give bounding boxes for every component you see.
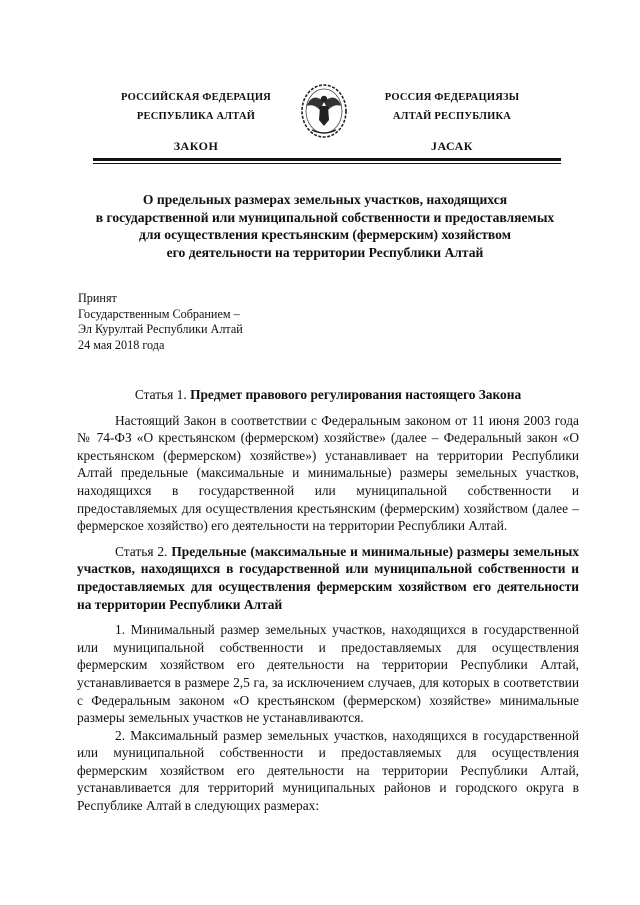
header-country-alt: РОССИЯ ФЕДЕРАЦИЯЗЫ bbox=[384, 92, 520, 103]
article-1-title: Предмет правового регулирования настоящего Закона bbox=[190, 387, 522, 402]
article-1-label: Статья 1. bbox=[134, 387, 191, 402]
article-2-item-1: 1. Минимальный размер земельных участков, находящихся в государственной или муниципальной собственности и предоставляемых для осуществления фермерским хозяйством его деятельности на территории Республики Алтай, устанавливается в размере 2,5 га, за исключением случаев, для которых в соответствии с Федеральным законом «О крестьянском (фермерском) хозяйстве» минимальные размеры земельных участков не устанавливаются. bbox=[77, 622, 579, 726]
adoption-line: Принят bbox=[78, 291, 117, 305]
article-1-heading bbox=[77, 386, 579, 404]
title-line: для осуществления крестьянским (фермерским) хозяйством bbox=[139, 227, 511, 242]
header-law-alt: JАСАК bbox=[430, 139, 473, 153]
adoption-line: Эл Курултай Республики Алтай bbox=[78, 322, 243, 337]
header-divider-thick bbox=[93, 158, 561, 161]
header-republic-alt: АЛТАЙ РЕСПУБЛИКА bbox=[392, 111, 512, 122]
article-2-item-2: 2. Максимальный размер земельных участков, находящихся в государственной или муниципальной собственности и предоставляемых для осуществления фермерским хозяйством его деятельности на территории Республики Алтай, устанавливается для территорий муниципальных районов и городского округа в Республике Алтай в следующих размерах: bbox=[77, 727, 579, 814]
title-line: его деятельности на территории Республики Алтай bbox=[166, 244, 484, 260]
adoption-line: Государственным Собранием – bbox=[78, 306, 240, 321]
coat-of-arms-icon bbox=[298, 80, 350, 142]
header-country-ru: РОССИЙСКАЯ ФЕДЕРАЦИЯ bbox=[121, 92, 271, 103]
header-right bbox=[352, 88, 552, 156]
header-divider-thin bbox=[93, 163, 561, 164]
law-title bbox=[70, 191, 580, 261]
adoption-date: 24 мая 2018 года bbox=[78, 337, 165, 352]
header-republic-ru: РЕСПУБЛИКА АЛТАЙ bbox=[136, 111, 256, 122]
header-law-ru: ЗАКОН bbox=[173, 139, 219, 153]
article-2-label: Статья 2. bbox=[115, 543, 172, 559]
article-1-text: Настоящий Закон в соответствии с Федеральным законом от 11 июня 2003 года № 74-ФЗ «О крестьянском (фермерском) хозяйстве» (далее – Федеральный закон «О крестьянском (фермерском) хозяйстве») устанавливает на территории Республики Алтай предельные (максимальные и минимальные) размеры земельных участков, находящихся в государственной или муниципальной собственности и предоставляемых для осуществления крестьянским (фермерским) хозяйством (далее – фермерское хозяйство) его деятельности на территории Республики Алтай. bbox=[77, 412, 579, 534]
title-line: О предельных размерах земельных участков, находящихся bbox=[142, 192, 508, 207]
article-2-title: Предельные (максимальные и минимальные) размеры земельных участков, находящихся в государственной или муниципальной собственности и предоставляемых для осуществления фермерским хозяйством его деятельности на территории Республики Алтай bbox=[77, 543, 579, 612]
article-2-heading bbox=[77, 543, 579, 613]
law-body bbox=[77, 386, 579, 815]
adoption-block bbox=[78, 291, 243, 353]
header-left bbox=[96, 88, 296, 156]
title-line: в государственной или муниципальной собственности и предоставляемых bbox=[95, 209, 555, 225]
